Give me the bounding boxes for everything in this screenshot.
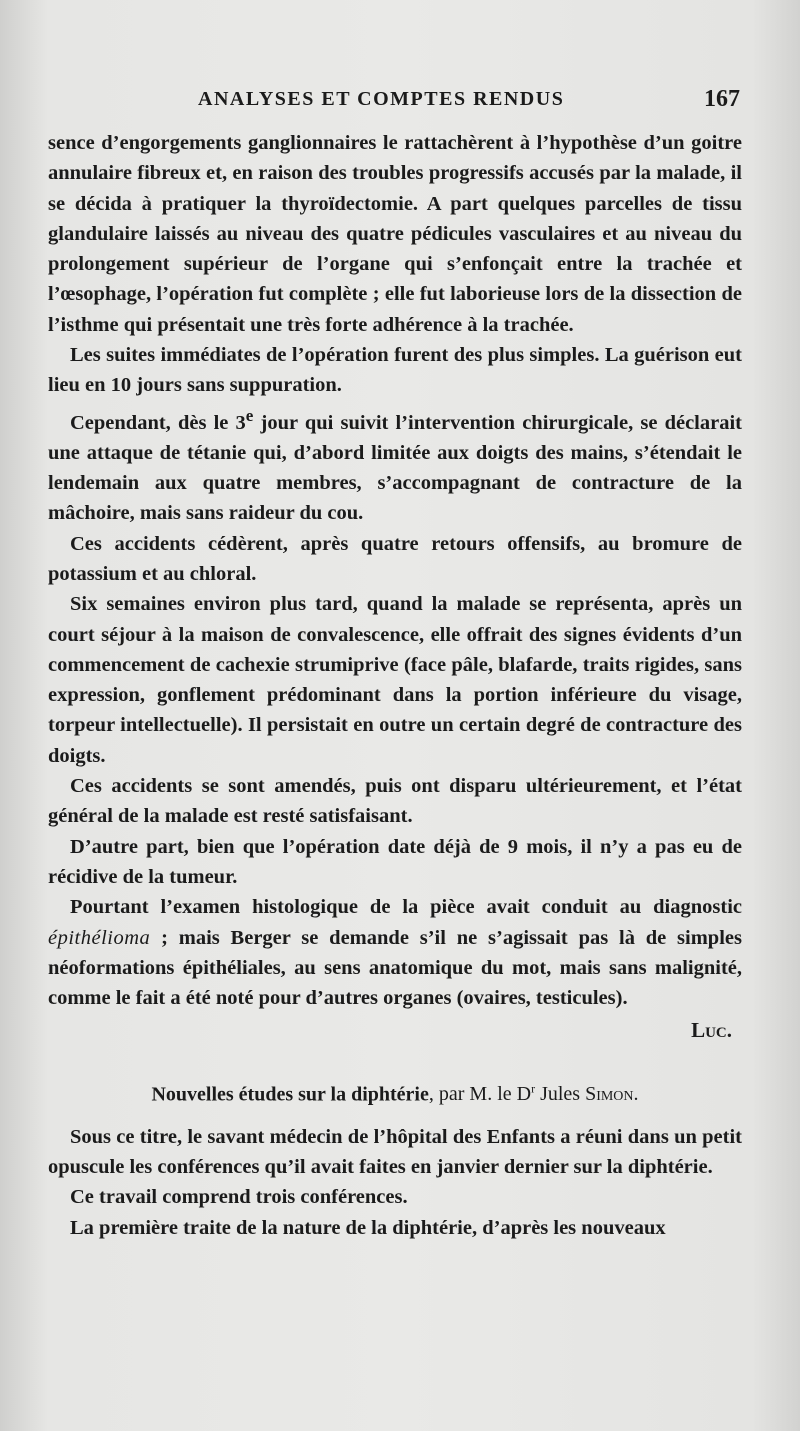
emphasis: épithélioma xyxy=(48,926,151,949)
paragraph: Pourtant l’examen histologique de la pièce avait conduit au diagnostic épithélioma ; mais Berger se demande s’il ne s’agissait pas là de simples néoformations épithéliales, au sens anatomique du mot, mais sans malignité, comme le fait a été noté pour d’autres organes (ovaires, testicules). xyxy=(48,896,742,1010)
paragraph: Ces accidents se sont amendés, puis ont disparu ultérieurement, et l’état général de la malade est resté satisfaisant. xyxy=(48,775,742,828)
superscript: e xyxy=(245,405,254,425)
paragraph: Sous ce titre, le savant médecin de l’hôpital des Enfants a réuni dans un petit opuscule les conférences qu’il avait faites en janvier dernier sur la diphtérie. xyxy=(48,1125,742,1178)
paragraph: Cependant, dès le 3e jour qui suivit l’intervention chirurgicale, se déclarait une attaque de tétanie qui, d’abord limitée aux doigts des mains, s’étendait le lendemain aux quatre membres, s’accompagnant de contracture de la mâchoire, mais sans raideur du cou. xyxy=(48,405,742,525)
paragraph: La première traite de la nature de la diphtérie, d’après les nouveaux xyxy=(70,1216,666,1239)
paragraph: Ces accidents cédèrent, après quatre retours offensifs, au bromure de potassium et au chloral. xyxy=(48,532,742,585)
paragraph: sence d’engorgements ganglionnaires le rattachèrent à l’hypothèse d’un goitre annulaire fibreux et, en raison des troubles progressifs accusés par la malade, il se décida à pratiquer la thyroïdectomie. A part quelques parcelles de tissu glandulaire laissés au niveau des quatre pédicules vasculaires et au niveau du prolongement supérieur de l’organe qui s’enfonçait entre la trachée et l’œsophage, l’opération fut complète ; elle fut laborieuse lors de la dissection de l’isthme qui présentait une très forte adhérence à la trachée. xyxy=(48,132,742,336)
page-body xyxy=(48,128,742,1243)
author-name: Simon xyxy=(585,1083,634,1106)
byline: , par M. le $D^r$ Jules Simon. xyxy=(428,1081,639,1106)
paragraph: Les suites immédiates de l’opération furent des plus simples. La guérison eut lieu en 10 jours sans suppuration. xyxy=(48,344,742,397)
paragraph: D’autre part, bien que l’opération date déjà de 9 mois, il n’y a pas eu de récidive de la tumeur. xyxy=(48,835,742,888)
page-header xyxy=(48,86,740,118)
paragraph: Six semaines environ plus tard, quand la malade se représenta, après un court séjour à la maison de convalescence, elle offrait des signes évidents d’un commencement de cachexie strumiprive (face pâle, blafarde, traits rigides, sans expression, gonflement prédominant dans la portion inférieure du visage, torpeur intellectuelle). Il persistait en outre un certain degré de contracture des doigts. xyxy=(48,593,742,767)
page-number: 167 xyxy=(704,86,740,112)
author-signature: Luc. xyxy=(691,1018,732,1043)
section-title xyxy=(48,1074,742,1110)
running-title: ANALYSES ET COMPTES RENDUS xyxy=(198,88,565,110)
section-heading: Nouvelles études sur la diphtérie xyxy=(151,1083,429,1106)
paragraph: Ce travail comprend trois conférences. xyxy=(70,1186,408,1209)
